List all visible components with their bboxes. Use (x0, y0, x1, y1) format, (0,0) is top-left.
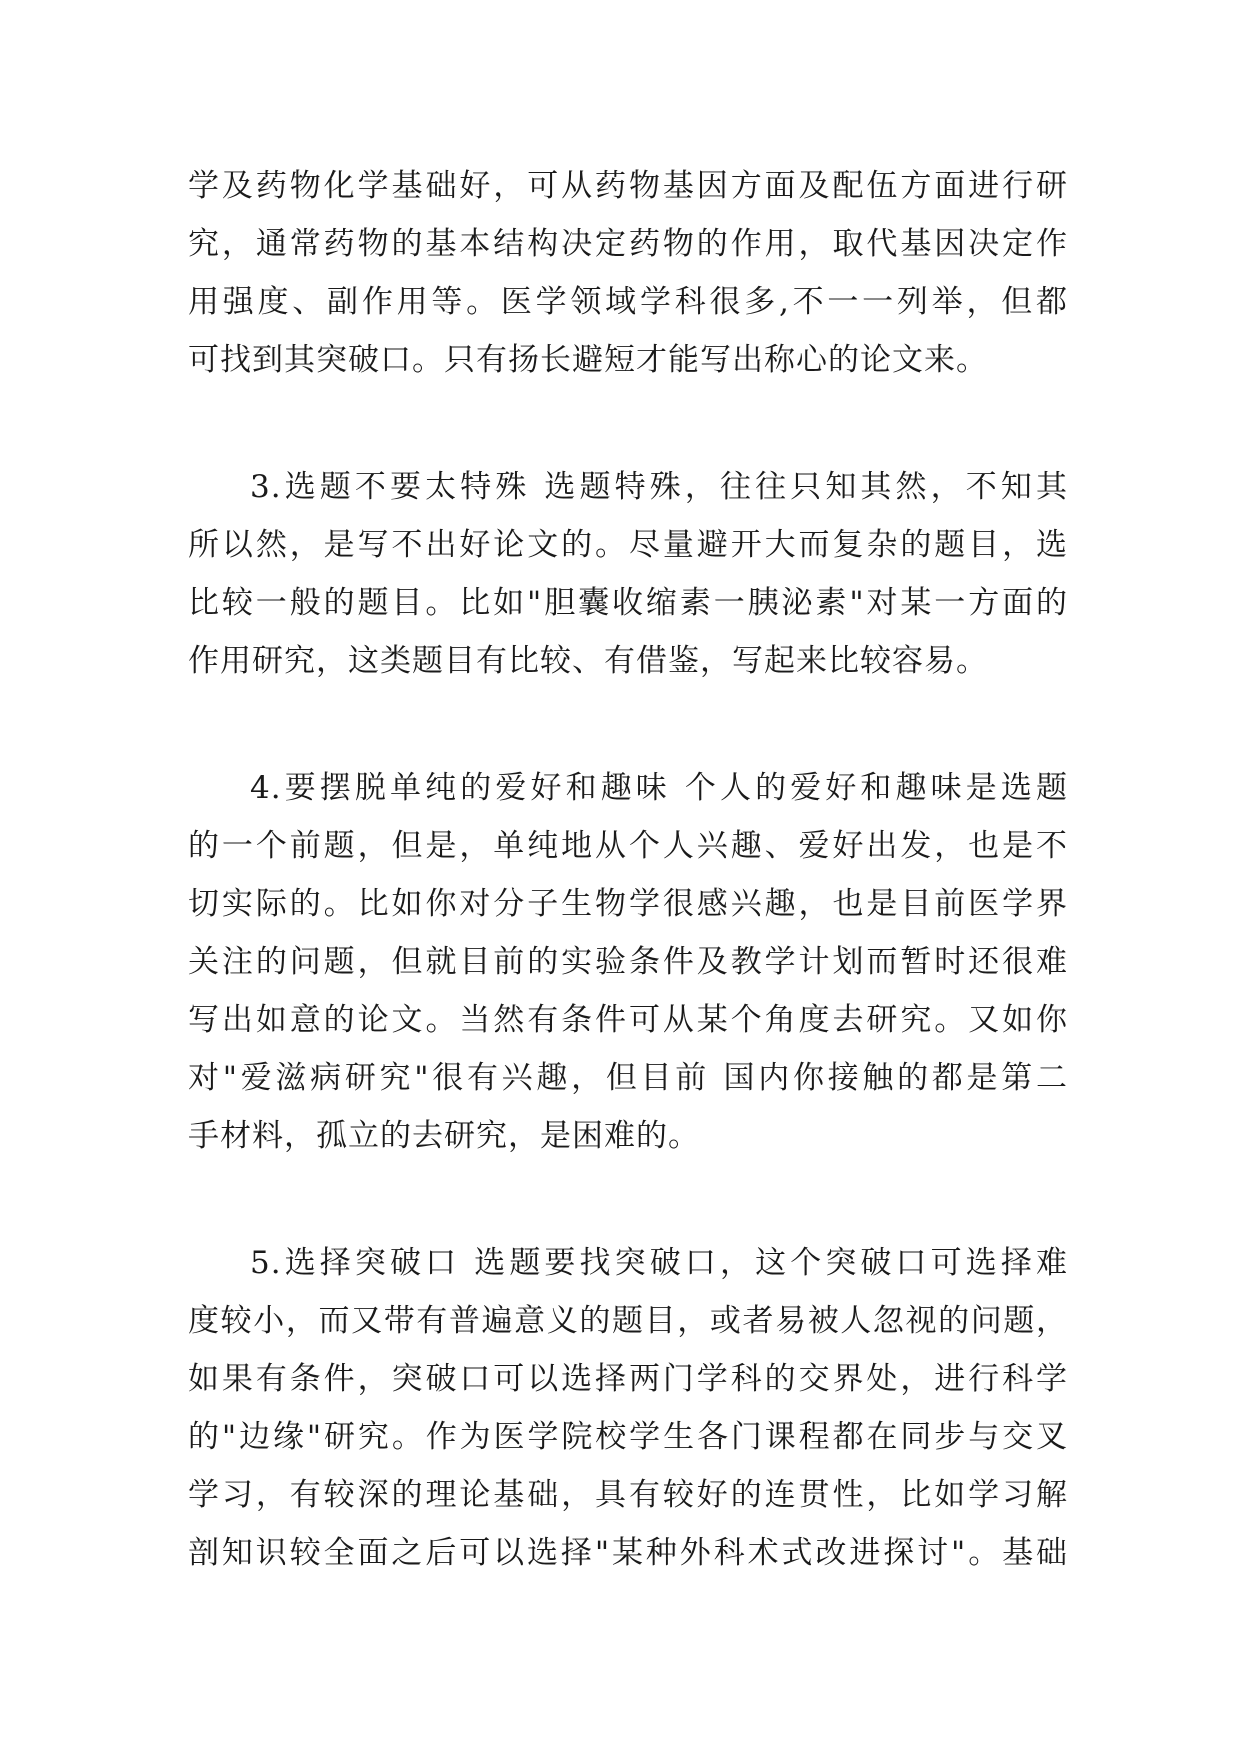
text-line: 如果有条件，突破口可以选择两门学科的交界处，进行科学 (188, 1361, 1068, 1397)
paragraph-item-4 (188, 759, 1068, 1165)
text-line: 5.选择突破口 选题要找突破口，这个突破口可选择难 (250, 1245, 1068, 1281)
text-line: 学习，有较深的理论基础，具有较好的连贯性，比如学习解 (188, 1477, 1068, 1513)
paragraph-item-5 (188, 1234, 1068, 1582)
text-line: 所以然，是写不出好论文的。尽量避开大而复杂的题目，选 (188, 527, 1068, 563)
text-line: 对"爱滋病研究"很有兴趣，但目前 国内你接触的都是第二 (188, 1060, 1068, 1096)
text-line: 学及药物化学基础好，可从药物基因方面及配伍方面进行研 (188, 168, 1068, 204)
text-line: 切实际的。比如你对分子生物学很感兴趣，也是目前医学界 (188, 886, 1068, 922)
text-line: 的一个前题，但是，单纯地从个人兴趣、爱好出发，也是不 (188, 828, 1068, 864)
text-line: 作用研究，这类题目有比较、有借鉴，写起来比较容易。 (188, 643, 988, 679)
paragraph-continuation (188, 157, 1068, 389)
text-line: 度较小，而又带有普遍意义的题目，或者易被人忽视的问题， (188, 1303, 1068, 1339)
text-line: 4.要摆脱单纯的爱好和趣味 个人的爱好和趣味是选题 (250, 770, 1068, 806)
text-line: 3.选题不要太特殊 选题特殊，往往只知其然，不知其 (250, 469, 1068, 505)
text-line: 究，通常药物的基本结构决定药物的作用，取代基因决定作 (188, 226, 1068, 262)
text-line: 写出如意的论文。当然有条件可从某个角度去研究。又如你 (188, 1002, 1068, 1038)
text-line: 用强度、副作用等。医学领域学科很多,不一一列举，但都 (188, 284, 1068, 320)
text-line: 剖知识较全面之后可以选择"某种外科术式改进探讨"。基础 (188, 1535, 1068, 1571)
paragraph-item-3 (188, 458, 1068, 690)
text-line: 手材料，孤立的去研究，是困难的。 (188, 1118, 700, 1154)
text-line: 比较一般的题目。比如"胆囊收缩素一胰泌素"对某一方面的 (188, 585, 1068, 621)
text-line: 的"边缘"研究。作为医学院校学生各门课程都在同步与交叉 (188, 1419, 1068, 1455)
text-line: 关注的问题，但就目前的实验条件及教学计划而暂时还很难 (188, 944, 1068, 980)
text-line: 可找到其突破口。只有扬长避短才能写出称心的论文来。 (188, 342, 988, 378)
